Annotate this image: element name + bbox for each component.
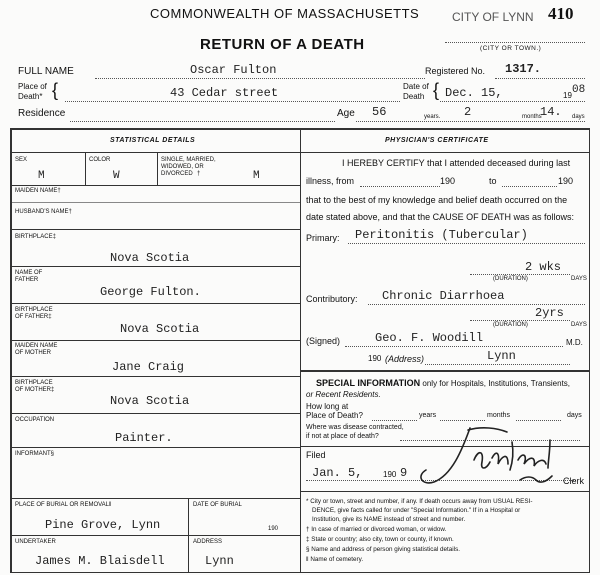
mother-label-1: MAIDEN NAME	[15, 343, 58, 349]
md-label: M.D.	[566, 338, 583, 347]
physician-heading: PHYSICIAN'S CERTIFICATE	[385, 137, 489, 144]
filed-year-prefix: 190	[383, 470, 397, 479]
left-border	[10, 128, 12, 573]
marital-label-3: DIVORCED	[161, 171, 193, 177]
special-heading-rest: only for Hospitals, Institutions, Transients,	[422, 379, 571, 388]
stat-rule-10	[12, 447, 300, 448]
age-days-value: 14.	[540, 105, 562, 119]
special-heading-line-2: or Recent Residents.	[306, 390, 381, 399]
footnote-5: ‡ State or country; also city, town or county, if known.	[306, 536, 454, 543]
years-label: years.	[424, 114, 441, 120]
city-stamp: CITY OF LYNN	[452, 10, 534, 24]
father-label-2: FATHER	[15, 277, 39, 283]
primary-duration-label: (DURATION)	[493, 276, 528, 282]
marital-value: M	[253, 170, 260, 182]
age-label: Age	[337, 108, 355, 119]
date-year-value: 08	[572, 84, 586, 96]
stat-rule-6	[12, 303, 300, 304]
husbands-name-label: HUSBAND'S NAME†	[15, 209, 72, 215]
place-line	[65, 101, 400, 102]
stat-rule-7	[12, 340, 300, 341]
occupation-label: OCCUPATION	[15, 417, 55, 423]
phys-rule-4	[300, 491, 590, 492]
months-label: months	[522, 114, 542, 120]
phys-rule-2	[300, 370, 590, 372]
document-title: RETURN OF A DEATH	[200, 36, 365, 53]
stat-rule-5	[12, 266, 300, 267]
father-birthplace-value: Nova Scotia	[120, 322, 200, 336]
special-months-label: months	[487, 412, 510, 419]
from-line	[360, 186, 440, 187]
mother-birthplace-label-2: OF MOTHER‡	[15, 387, 55, 393]
where-label-2: if not at place of death?	[306, 433, 379, 440]
physician-address-value: Lynn	[487, 349, 516, 363]
mother-label-2: OF MOTHER	[15, 350, 51, 356]
certify-line-1: I HEREBY CERTIFY that I attended deceased during last	[342, 158, 571, 168]
footnote-1: * City or town, street and number, if any. If death occurs away from USUAL RESI-	[306, 498, 533, 505]
contributory-cause-value: Chronic Diarrhoea	[382, 289, 505, 303]
primary-cause-value: Peritonitis (Tubercular)	[355, 228, 528, 242]
undertaker-value: James M. Blaisdell	[35, 554, 165, 568]
registered-line	[495, 78, 585, 79]
phys-rule-1	[300, 152, 590, 153]
signed-value: Geo. F. Woodill	[375, 331, 484, 345]
residence-line	[70, 121, 335, 122]
clerk-label: Clerk	[563, 476, 585, 486]
special-years-label: years	[419, 412, 437, 419]
mother-birthplace-value: Nova Scotia	[110, 394, 190, 408]
father-birthplace-label-2: OF FATHER‡	[15, 314, 52, 320]
how-long-label-2: Place of Death?	[306, 411, 363, 420]
stat-rule-3	[12, 202, 300, 203]
city-line	[445, 42, 585, 43]
stat-rule-9	[12, 413, 300, 414]
contributory-duration-value: 2yrs	[535, 306, 564, 320]
date-of-death-label-1: Date of	[403, 82, 429, 91]
primary-duration-value: 2 wks	[525, 260, 562, 274]
state-header: COMMONWEALTH OF MASSACHUSETTS	[150, 6, 420, 21]
burial-date-label: DATE OF BURIAL	[193, 502, 242, 508]
stat-rule-8	[12, 376, 300, 377]
father-birthplace-label-1: BIRTHPLACE	[15, 307, 53, 313]
certify-line-3: that to the best of my knowledge and belief death occurred on the	[306, 195, 568, 205]
footnote-7: ‖ Name of cemetery.	[306, 556, 364, 563]
marital-mark: †	[197, 171, 201, 177]
sex-value: M	[38, 170, 45, 182]
brace-2: {	[433, 80, 440, 100]
father-value: George Fulton.	[100, 285, 201, 299]
primary-duration-line	[470, 274, 570, 275]
age-line	[356, 121, 585, 122]
filed-year-value: 9	[400, 466, 408, 480]
color-label: COLOR	[89, 157, 111, 163]
brace-1: {	[52, 80, 59, 100]
date-line	[440, 101, 585, 102]
full-name-value: Oscar Fulton	[190, 63, 277, 77]
contributory-line	[368, 304, 585, 305]
stat-rule-4	[12, 229, 300, 230]
burial-address-label: ADDRESS	[193, 539, 223, 545]
to-line	[502, 186, 557, 187]
record-number: 410	[548, 4, 574, 23]
contributory-duration-label: (DURATION)	[493, 322, 528, 328]
place-of-death-label-2: Death*	[18, 92, 43, 101]
special-heading-bold: SPECIAL INFORMATION	[316, 378, 421, 388]
special-days-label: days	[567, 412, 582, 419]
marital-label-1: SINGLE, MARRIED,	[161, 157, 216, 163]
statistical-heading: STATISTICAL DETAILS	[110, 137, 196, 144]
certify-line-4: date stated above, and that the CAUSE OF DEATH was as follows:	[306, 212, 574, 222]
date-of-death-label-2: Death	[403, 92, 425, 101]
contributory-duration-line	[470, 320, 570, 321]
registered-number: 1317.	[505, 62, 542, 76]
date-year-prefix: 19	[563, 91, 572, 100]
primary-label: Primary:	[306, 233, 340, 243]
footnote-4: † In case of married or divorced woman, or widow.	[306, 526, 447, 533]
place-of-death-value: 43 Cedar street	[170, 86, 279, 100]
right-border	[589, 128, 590, 573]
contributory-days-label: DAYS	[571, 322, 587, 328]
footnote-2: DENCE, give facts called for under "Special Information." If in a Hospital or	[312, 507, 521, 514]
sex-label: SEX	[15, 157, 28, 163]
informant-label: INFORMANT§	[15, 451, 54, 457]
signed-label: (Signed)	[306, 336, 341, 346]
burial-year-prefix: 190	[268, 526, 279, 532]
city-or-town-label: (CITY OR TOWN.)	[480, 45, 542, 52]
filed-label: Filed	[306, 450, 326, 460]
footnote-6: § Name and address of person giving statistical details.	[306, 546, 461, 553]
marital-label-2: WIDOWED, OR	[161, 164, 204, 170]
how-long-label-1: How long at	[306, 402, 349, 411]
full-name-line	[95, 78, 425, 79]
father-label-1: NAME OF	[15, 270, 43, 276]
stat-rule-1	[12, 152, 300, 153]
age-years-value: 56	[372, 105, 387, 119]
full-name-label: FULL NAME	[18, 66, 74, 77]
birthplace-value: Nova Scotia	[110, 251, 190, 265]
residence-label: Residence	[18, 108, 66, 119]
burial-address-value: Lynn	[205, 554, 234, 568]
primary-line	[348, 243, 585, 244]
undertaker-label: UNDERTAKER	[15, 539, 56, 545]
primary-days-label: DAYS	[571, 276, 587, 282]
certify-line-2c: to	[489, 176, 497, 186]
sex-divider	[85, 152, 86, 185]
physician-address-line	[425, 364, 570, 365]
place-of-death-label-1: Place of	[18, 82, 47, 91]
years-line	[372, 420, 417, 421]
physician-address-label: (Address)	[385, 354, 425, 364]
stat-rule-11	[12, 498, 300, 499]
burial-place-label: PLACE OF BURIAL OR REMOVAL‖	[15, 502, 112, 508]
mother-value: Jane Craig	[112, 360, 185, 374]
signed-line	[345, 346, 563, 347]
certify-line-2d: 190	[558, 176, 574, 186]
maiden-name-label: MAIDEN NAME†	[15, 188, 61, 194]
certify-line-2a: illness, from	[306, 176, 355, 186]
special-heading	[316, 378, 570, 388]
color-divider	[157, 152, 158, 185]
certify-line-2b: 190	[440, 176, 456, 186]
birthplace-label: BIRTHPLACE‡	[15, 234, 56, 240]
date-of-death-value: Dec. 15,	[445, 86, 503, 100]
occupation-value: Painter.	[115, 431, 173, 445]
burial-place-value: Pine Grove, Lynn	[45, 518, 161, 532]
footnote-3: Institution, give its NAME instead of street and number.	[312, 516, 466, 523]
clerk-signature	[412, 420, 562, 492]
registered-label: Registered No.	[425, 66, 486, 76]
where-label-1: Where was disease contracted,	[306, 424, 404, 431]
age-months-value: 2	[464, 105, 472, 119]
days-label: days	[572, 114, 585, 120]
stat-rule-2	[12, 185, 300, 186]
filed-date-value: Jan. 5,	[312, 466, 363, 480]
mother-birthplace-label-1: BIRTHPLACE	[15, 380, 53, 386]
stat-rule-12	[12, 535, 300, 536]
physician-year-prefix: 190	[368, 354, 382, 363]
bottom-border	[10, 572, 590, 573]
center-divider	[300, 128, 301, 573]
contributory-label: Contributory:	[306, 294, 358, 304]
color-value: W	[113, 170, 120, 182]
